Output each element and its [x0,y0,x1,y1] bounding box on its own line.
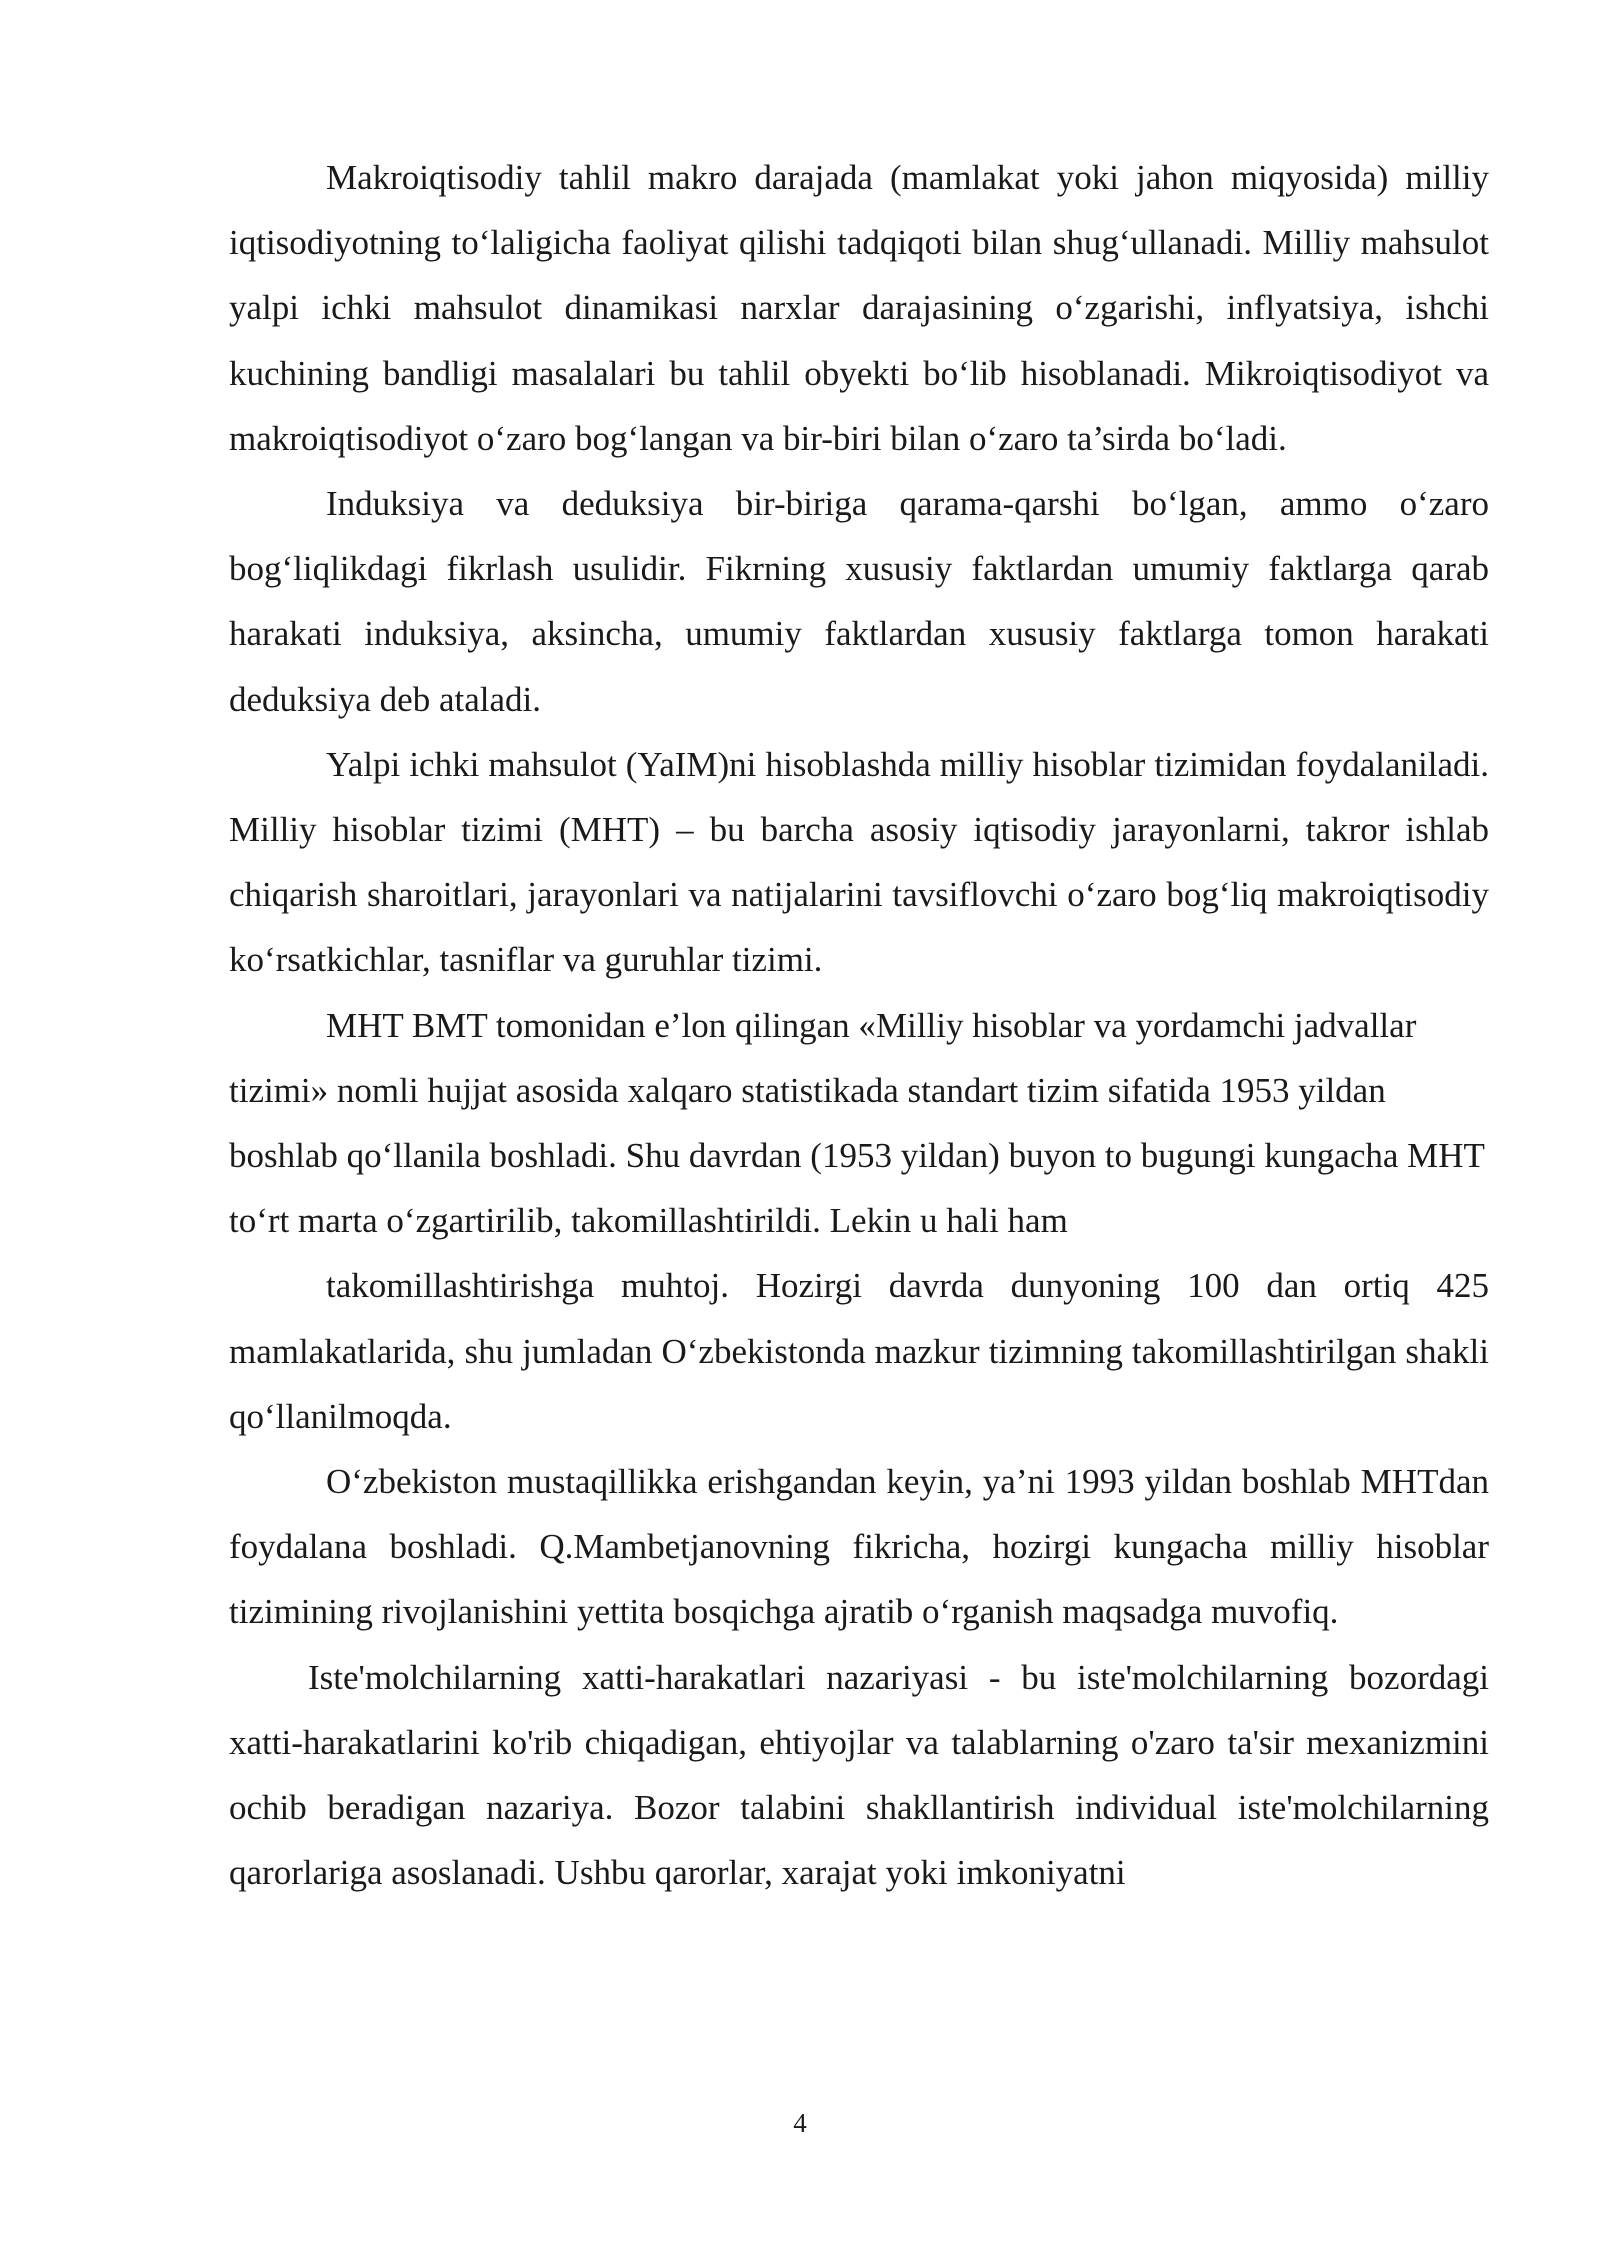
paragraph-gdp-national-accounts: Yalpi ichki mahsulot (YaIM)ni hisoblashda milliy hisoblar tizimidan foydalaniladi. Milliy hisoblar tizimi (MHT) – bu barcha asosiy iqtisodiy jarayonlarni, takror ishlab chiqarish sharoitlari, jarayonlari va natijalarini tavsiflovchi o‘zaro bog‘liq makroiqtisodiy ko‘rsatkichlar, tasniflar va guruhlar tizimi. [229,744,1489,980]
body-text [229,145,1489,1905]
paragraph-mht-history: MHT BMT tomonidan e’lon qilingan «Milliy hisoblar va yordamchi jadvallar tizimi» nomli hujjat asosida xalqaro statistikada standart tizim sifatida 1953 yildan boshlab qo‘llanila boshladi. Shu davrdan (1953 yildan) buyon to bugungi kungacha MHT to‘rt marta o‘zgartirilib, takomillashtirildi. Lekin u hali ham [229,1005,1485,1241]
paragraph-uzbekistan-mht: O‘zbekiston mustaqillikka erishgandan keyin, ya’ni 1993 yildan boshlab MHTdan foydalana boshladi. Q.Mambetjanovning fikricha, hozirgi kungacha milliy hisoblar tizimining rivojlanishini yettita bosqichga ajratib o‘rganish maqsadga muvofiq. [229,1462,1489,1632]
paragraph-induction-deduction: Induksiya va deduksiya bir-biriga qarama-qarshi bo‘lgan, ammo o‘zaro bog‘liqlikdagi fikrlash usulidir. Fikrning xususiy faktlardan umumiy faktlarga qarab harakati induksiya, aksincha, umumiy faktlardan xususiy faktlarga tomon harakati deduksiya deb ataladi. [229,484,1489,719]
page-number: 4 [793,2108,807,2138]
paragraph-mht-improvement: takomillashtirishga muhtoj. Hozirgi davrda dunyoning 100 dan ortiq 425 mamlakatlarida, shu jumladan O‘zbekistonda mazkur tizimning takomillashtirilgan shakli qo‘llanilmoqda. [229,1266,1489,1436]
paragraph-consumer-behavior: Iste'molchilarning xatti-harakatlari nazariyasi - bu iste'molchilarning bozordagi xatti-harakatlarini ko'rib chiqadigan, ehtiyojlar va talablarning o'zaro ta'sir mexanizmini ochib beradigan nazariya. Bozor talabini shakllantirish individual iste'molchilarning qarorlariga asoslanadi. Ushbu qarorlar, xarajat yoki imkoniyatni [229,1657,1489,1893]
paragraph-macroeconomic-analysis: Makroiqtisodiy tahlil makro darajada (mamlakat yoki jahon miqyosida) milliy iqtisodiyotning to‘laligicha faoliyat qilishi tadqiqoti bilan shug‘ullanadi. Milliy mahsulot yalpi ichki mahsulot dinamikasi narxlar darajasining o‘zgarishi, inflyatsiya, ishchi kuchining bandligi masalalari bu tahlil obyekti bo‘lib hisoblanadi. Mikroiqtisodiyot va makroiqtisodiyot o‘zaro bog‘langan va bir-biri bilan o‘zaro ta’sirda bo‘ladi. [229,158,1489,458]
